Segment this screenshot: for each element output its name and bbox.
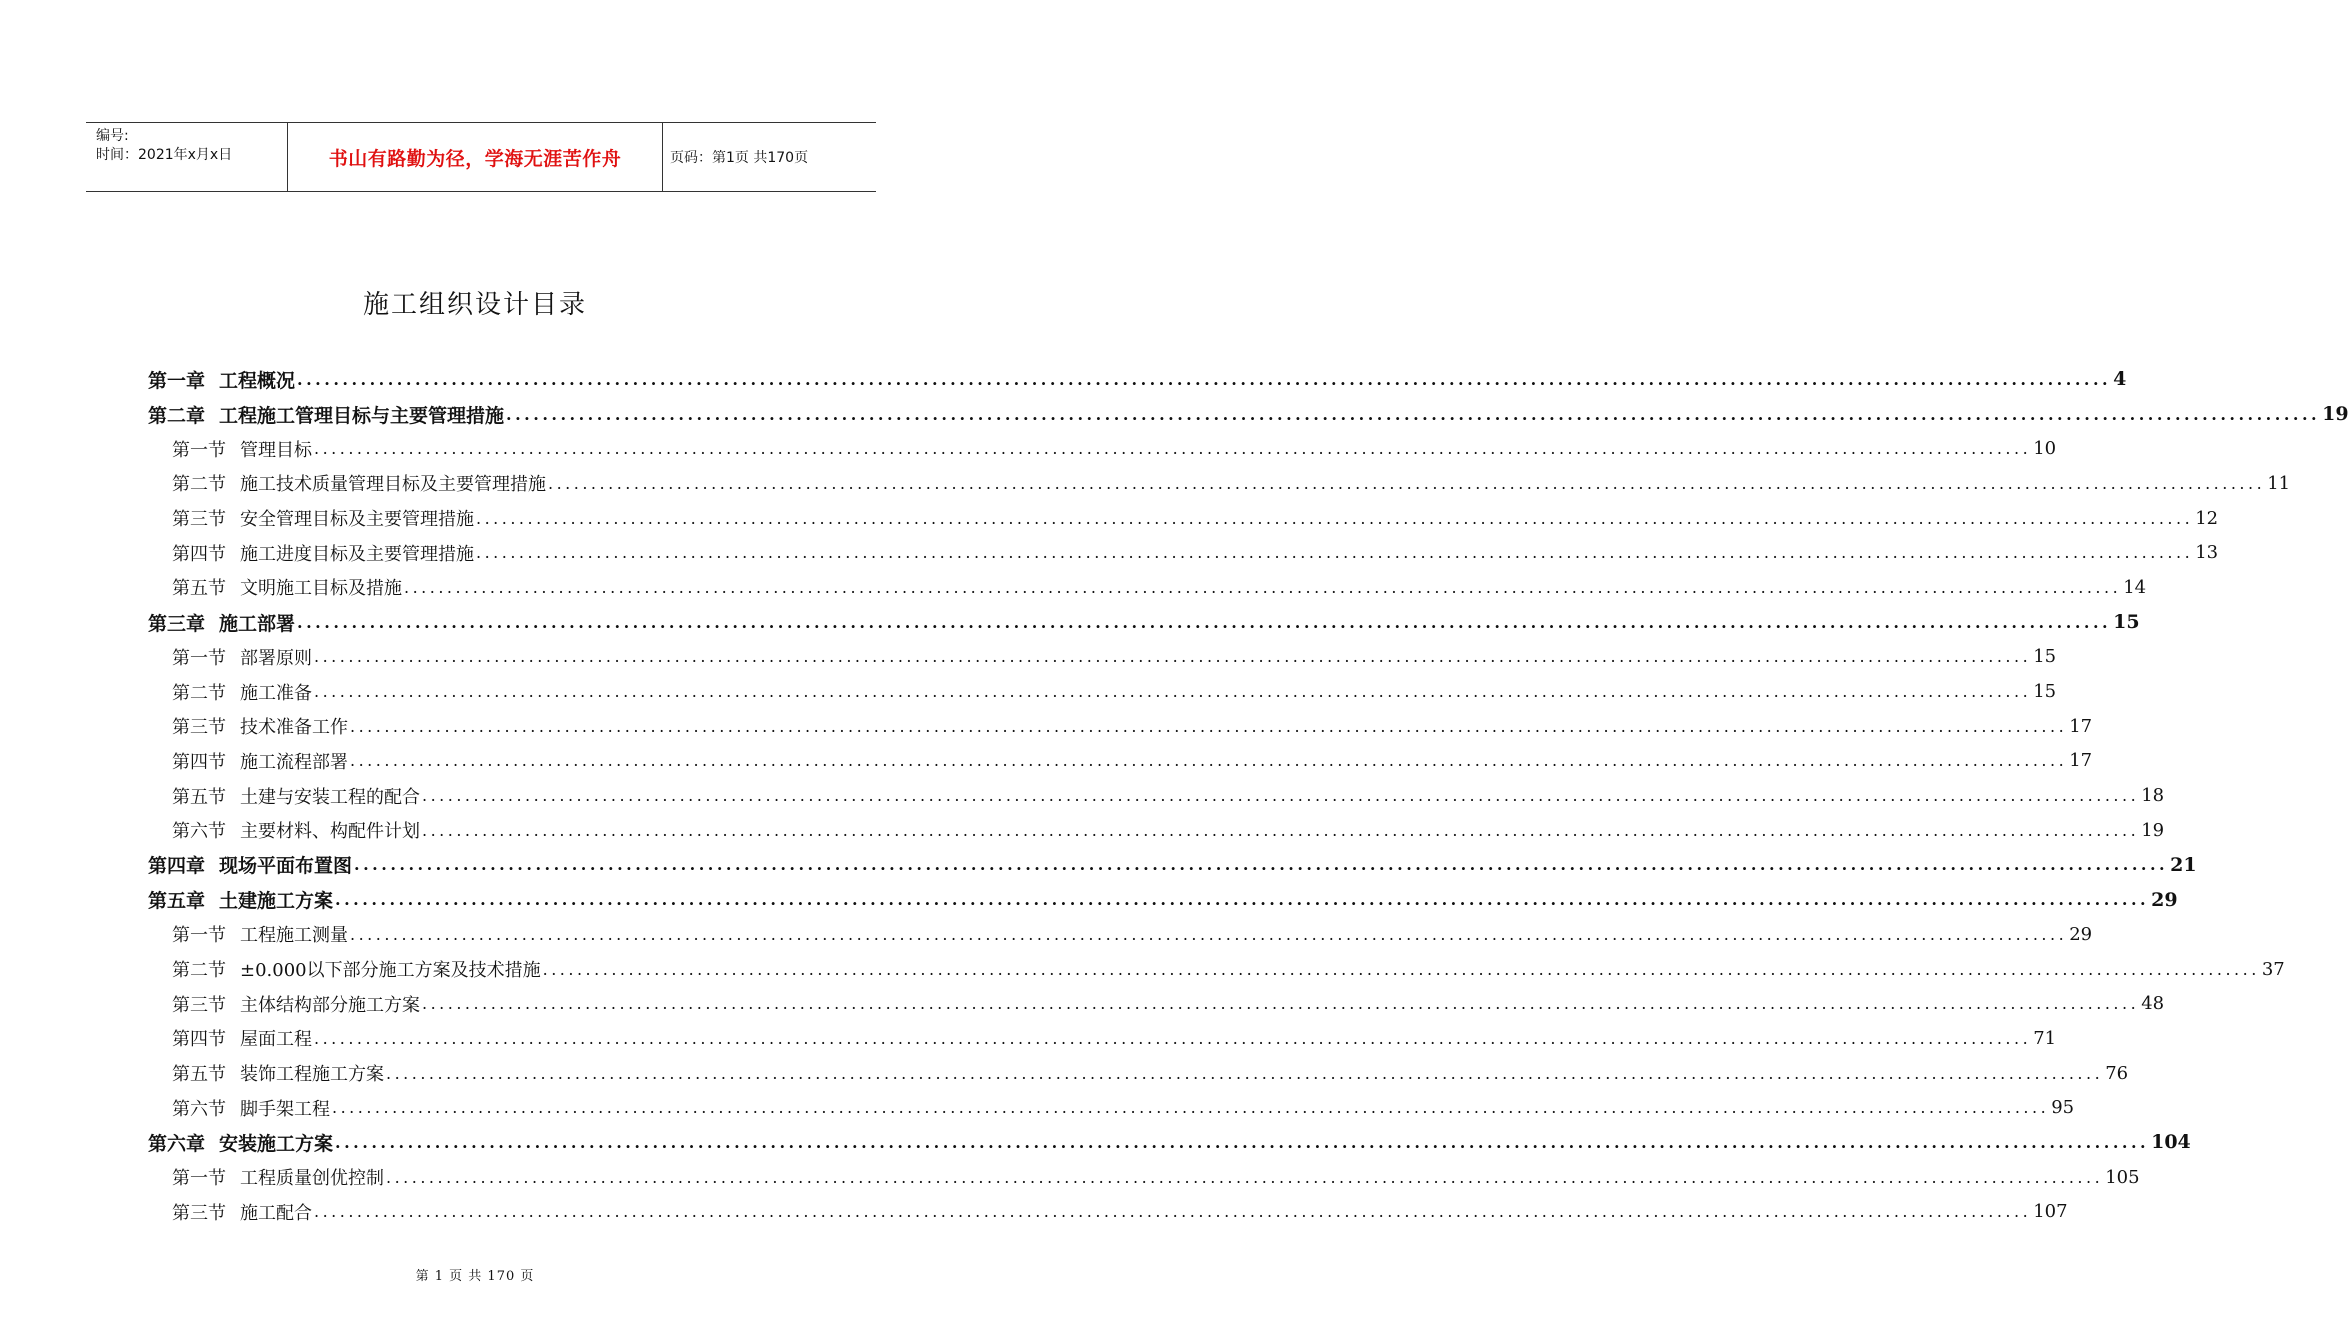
toc-entry-page: 15 [2033, 646, 2057, 668]
toc-entry-page: 48 [2141, 993, 2165, 1015]
page-header [86, 122, 876, 192]
toc-entry-title: 施工准备 [240, 682, 312, 704]
toc-entry-number: 第五节 [172, 578, 226, 600]
toc-entry-number: 第三节 [172, 994, 226, 1016]
header-meta [94, 123, 286, 191]
toc-entry-page: 104 [2151, 1131, 2191, 1154]
toc-entry-title: ±0.000以下部分施工方案及技术措施 [240, 960, 541, 982]
toc-entry-page: 13 [2195, 542, 2219, 564]
toc-section-entry[interactable] [148, 570, 2147, 605]
toc-section-entry[interactable] [148, 986, 2165, 1021]
toc-chapter-entry[interactable] [148, 605, 2140, 640]
toc-entry-page: 21 [2170, 853, 2197, 876]
toc-entry-number: 第一节 [172, 647, 226, 669]
toc-entry-number: 第三节 [172, 1202, 226, 1224]
toc-entry-number: 第四章 [148, 855, 206, 878]
toc-entry-number: 第三章 [148, 612, 206, 635]
toc-entry-number: 第二节 [172, 682, 226, 704]
header-motto: 书山有路勤为径，学海无涯苦作舟 [328, 147, 622, 170]
toc-entry-title: 施工进度目标及主要管理措施 [240, 543, 474, 565]
toc-dot-leader: ........................................................................................................................................................................................................ [350, 751, 2068, 771]
toc-dot-leader: ........................................................................................................................................................................................................ [314, 1202, 2032, 1222]
toc-section-entry[interactable] [148, 674, 2057, 709]
toc-dot-leader: ........................................................................................................................................................................................................ [422, 994, 2140, 1014]
toc-entry-title: 技术准备工作 [240, 717, 348, 739]
toc-entry-title: 土建施工方案 [219, 890, 334, 913]
toc-section-entry[interactable] [148, 917, 2093, 952]
toc-dot-leader: ........................................................................................................................................................................................................ [354, 855, 2169, 875]
toc-dot-leader: ........................................................................................................................................................................................................ [314, 647, 2032, 667]
table-of-contents [148, 362, 2349, 1229]
toc-entry-number: 第五节 [172, 786, 226, 808]
toc-entry-title: 装饰工程施工方案 [240, 1064, 384, 1086]
toc-dot-leader: ........................................................................................................................................................................................................ [332, 1098, 2050, 1118]
toc-entry-page: 15 [2033, 681, 2057, 703]
toc-entry-page: 15 [2113, 611, 2140, 634]
toc-dot-leader: ........................................................................................................................................................................................................ [297, 369, 2112, 389]
toc-dot-leader: ........................................................................................................................................................................................................ [404, 577, 2122, 597]
toc-entry-title: 部署原则 [240, 647, 312, 669]
toc-entry-page: 37 [2261, 958, 2285, 980]
toc-entry-number: 第二节 [172, 960, 226, 982]
toc-entry-page: 14 [2123, 576, 2147, 598]
toc-entry-number: 第一节 [172, 1168, 226, 1190]
header-page-info: 页码：第1页 共170页 [670, 150, 809, 166]
toc-section-entry[interactable] [148, 1021, 2057, 1056]
toc-dot-leader: ........................................................................................................................................................................................................ [506, 404, 2321, 424]
toc-entry-number: 第五节 [172, 1064, 226, 1086]
toc-entry-page: 105 [2105, 1166, 2140, 1188]
toc-entry-page: 29 [2069, 923, 2093, 945]
toc-entry-page: 107 [2033, 1201, 2068, 1223]
toc-chapter-entry[interactable] [148, 397, 2349, 432]
toc-entry-page: 71 [2033, 1027, 2057, 1049]
toc-section-entry[interactable] [148, 640, 2057, 675]
toc-entry-number: 第一节 [172, 439, 226, 461]
time-label: 时间：2021年x月x日 [96, 147, 233, 163]
toc-entry-title: 施工部署 [219, 612, 296, 635]
toc-entry-title: 主要材料、构配件计划 [240, 821, 420, 843]
toc-entry-number: 第四节 [172, 543, 226, 565]
toc-entry-title: 管理目标 [240, 439, 312, 461]
toc-entry-page: 19 [2322, 403, 2349, 426]
toc-entry-title: 安装施工方案 [219, 1132, 334, 1155]
toc-dot-leader: ........................................................................................................................................................................................................ [314, 682, 2032, 702]
toc-entry-title: 文明施工目标及措施 [240, 578, 402, 600]
toc-entry-page: 10 [2033, 438, 2057, 460]
toc-section-entry[interactable] [148, 466, 2291, 501]
toc-section-entry[interactable] [148, 952, 2285, 987]
toc-dot-leader: ........................................................................................................................................................................................................ [476, 543, 2194, 563]
toc-entry-number: 第一章 [148, 369, 206, 392]
toc-entry-page: 19 [2141, 819, 2165, 841]
toc-dot-leader: ........................................................................................................................................................................................................ [386, 1063, 2104, 1083]
toc-entry-title: 脚手架工程 [240, 1098, 330, 1120]
toc-entry-title: 土建与安装工程的配合 [240, 786, 420, 808]
toc-section-entry[interactable] [148, 1195, 2068, 1230]
toc-dot-leader: ........................................................................................................................................................................................................ [314, 1028, 2032, 1048]
toc-section-entry[interactable] [148, 1160, 2140, 1195]
toc-entry-page: 11 [2267, 472, 2291, 494]
toc-dot-leader: ........................................................................................................................................................................................................ [350, 924, 2068, 944]
toc-entry-title: 施工流程部署 [240, 751, 348, 773]
toc-entry-page: 29 [2151, 888, 2178, 911]
toc-section-entry[interactable] [148, 778, 2165, 813]
toc-dot-leader: ........................................................................................................................................................................................................ [350, 716, 2068, 736]
toc-entry-number: 第一节 [172, 925, 226, 947]
toc-chapter-entry[interactable] [148, 1125, 2191, 1160]
toc-entry-title: 施工配合 [240, 1202, 312, 1224]
toc-entry-title: 屋面工程 [240, 1029, 312, 1051]
toc-entry-title: 工程施工测量 [240, 925, 348, 947]
toc-entry-page: 17 [2069, 715, 2093, 737]
toc-entry-number: 第四节 [172, 1029, 226, 1051]
toc-entry-title: 施工技术质量管理目标及主要管理措施 [240, 474, 546, 496]
toc-dot-leader: ........................................................................................................................................................................................................ [542, 959, 2260, 979]
header-divider [662, 123, 663, 191]
toc-entry-number: 第六节 [172, 1098, 226, 1120]
toc-section-entry[interactable] [148, 813, 2165, 848]
toc-dot-leader: ........................................................................................................................................................................................................ [422, 820, 2140, 840]
toc-section-entry[interactable] [148, 501, 2219, 536]
toc-dot-leader: ........................................................................................................................................................................................................ [386, 1167, 2104, 1187]
toc-section-entry[interactable] [148, 709, 2093, 744]
toc-entry-number: 第四节 [172, 751, 226, 773]
toc-entry-number: 第五章 [148, 890, 206, 913]
toc-entry-number: 第三节 [172, 509, 226, 531]
serial-label: 编号: [96, 128, 129, 144]
toc-section-entry[interactable] [148, 535, 2219, 570]
toc-dot-leader: ........................................................................................................................................................................................................ [548, 473, 2266, 493]
toc-dot-leader: ........................................................................................................................................................................................................ [335, 890, 2150, 910]
toc-entry-title: 工程施工管理目标与主要管理措施 [219, 404, 505, 427]
toc-entry-title: 安全管理目标及主要管理措施 [240, 509, 474, 531]
toc-dot-leader: ........................................................................................................................................................................................................ [335, 1132, 2150, 1152]
toc-entry-number: 第三节 [172, 717, 226, 739]
toc-entry-title: 主体结构部分施工方案 [240, 994, 420, 1016]
toc-section-entry[interactable] [148, 1056, 2129, 1091]
toc-dot-leader: ........................................................................................................................................................................................................ [476, 508, 2194, 528]
toc-section-entry[interactable] [148, 431, 2057, 466]
toc-dot-leader: ........................................................................................................................................................................................................ [297, 612, 2112, 632]
toc-entry-number: 第六章 [148, 1132, 206, 1155]
toc-entry-number: 第六节 [172, 821, 226, 843]
toc-entry-page: 18 [2141, 785, 2165, 807]
toc-entry-title: 工程概况 [219, 369, 296, 392]
toc-entry-page: 95 [2051, 1097, 2075, 1119]
toc-dot-leader: ........................................................................................................................................................................................................ [314, 439, 2032, 459]
toc-entry-page: 76 [2105, 1062, 2129, 1084]
toc-dot-leader: ........................................................................................................................................................................................................ [422, 786, 2140, 806]
document-title: 施工组织设计目录 [362, 290, 587, 320]
toc-chapter-entry[interactable] [148, 882, 2178, 917]
toc-entry-page: 12 [2195, 507, 2219, 529]
page-footer: 第 1 页 共 170 页 [415, 1269, 535, 1284]
toc-section-entry[interactable] [148, 744, 2093, 779]
toc-entry-number: 第二章 [148, 404, 206, 427]
toc-entry-page: 17 [2069, 750, 2093, 772]
toc-entry-title: 现场平面布置图 [219, 855, 353, 878]
toc-chapter-entry[interactable] [148, 362, 2127, 397]
toc-entry-title: 工程质量创优控制 [240, 1168, 384, 1190]
toc-chapter-entry[interactable] [148, 848, 2197, 883]
toc-entry-number: 第二节 [172, 474, 226, 496]
toc-entry-page: 4 [2113, 368, 2127, 391]
toc-section-entry[interactable] [148, 1090, 2075, 1125]
